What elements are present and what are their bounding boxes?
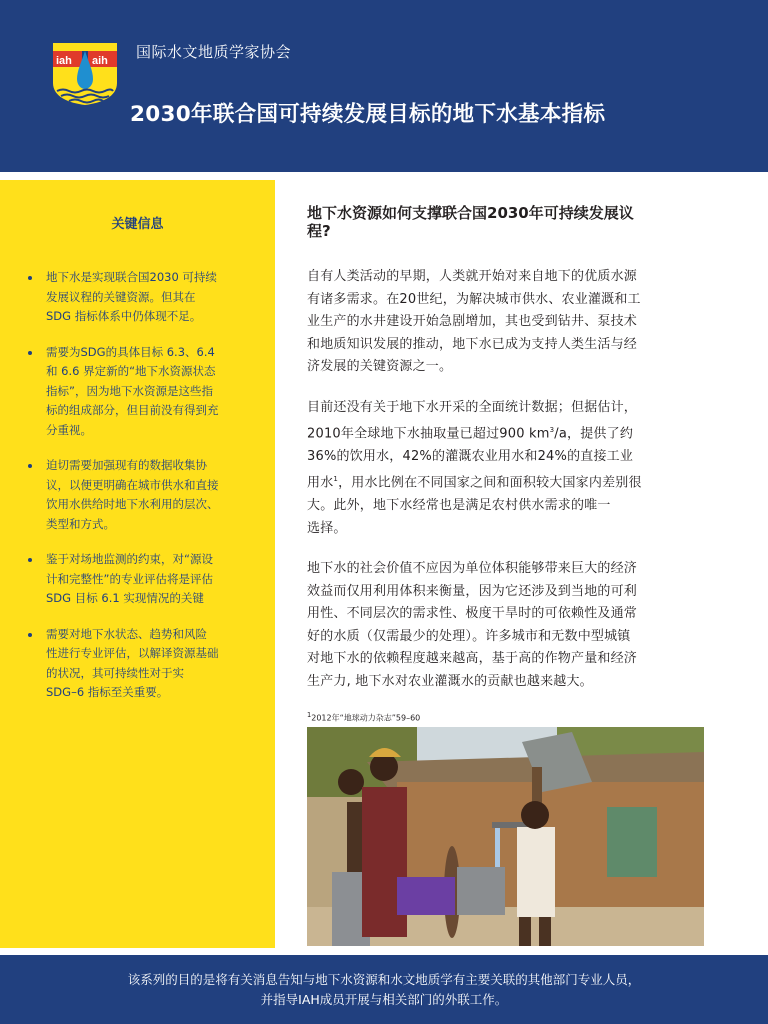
heading-line: 地下水资源如何支撑联合国2030年可持续发展议 xyxy=(307,204,634,222)
paragraph-line: 效益而仅用利用体积来衡量，因为它还涉及到当地的可利 xyxy=(307,583,638,599)
footnote-marker: 1 xyxy=(333,475,339,484)
paragraph-line: 业生产的水井建设开始急剧增加，其也受到钻井、泵技术 xyxy=(307,314,638,329)
paragraph-line: 大。此外，地下水经常也是满足农村供水需求的唯一 xyxy=(307,498,611,514)
list-item-line: 和 6.6 界定新的“地下水资源状态 xyxy=(46,364,216,378)
paragraph-1 xyxy=(307,266,703,379)
footer-banner xyxy=(0,955,768,1024)
list-item-line: 分重视。 xyxy=(46,422,92,437)
list-item-line: 标的组成部分，但目前没有得到充 xyxy=(46,403,219,417)
paragraph-line: 目前还没有关于地下水开采的全面统计数据；但据估计， xyxy=(307,399,638,415)
document-title: 2030年联合国可持续发展目标的地下水基本指标 xyxy=(130,102,606,127)
text-run: 2010年全球地下水抽取量已超过900 km xyxy=(307,426,550,442)
text-run: /a，提供了约 xyxy=(554,426,634,442)
list-item-line: 性进行专业评估，以解译资源基础 xyxy=(46,646,219,660)
paragraph-line: 用性、不同层次的需求性、极度干旱时的可依赖性及通常 xyxy=(307,606,638,622)
paragraph-line: 和地质知识发展的推动，地下水已成为支持人类生活与经 xyxy=(307,336,638,352)
list-item xyxy=(28,550,253,609)
header-banner xyxy=(0,0,768,172)
list-item-line: 地下水是实现联合国2030 可持续 xyxy=(46,270,217,284)
bullet-icon xyxy=(28,633,32,637)
bullet-icon xyxy=(28,276,32,280)
article-heading xyxy=(307,204,703,240)
footnote-number: 1 xyxy=(307,711,312,719)
paragraph-line: 对地下水的依赖程度越来越高，基于高的作物产量和经济 xyxy=(307,651,638,667)
list-item-line: 类型和方式。 xyxy=(46,516,115,531)
iah-logo xyxy=(53,43,117,105)
list-item-line: 鉴于对场地监测的约束，对“源设 xyxy=(46,552,213,566)
list-item-line: 指标”，因为地下水资源是这些指 xyxy=(46,383,213,398)
list-item-line: SDG–6 指标至关重要。 xyxy=(46,685,169,699)
list-item-line: 发展议程的关键资源。但其在 xyxy=(46,289,196,304)
list-item-line: 议，以便更明确在城市供水和直接 xyxy=(46,477,219,492)
bullet-icon xyxy=(28,464,32,468)
footnote xyxy=(307,711,420,724)
paragraph-line: 济发展的关键资源之一。 xyxy=(307,359,453,374)
list-item-line: 计和完整性”的专业评估将是评估 xyxy=(46,571,213,586)
list-item-line: 需要对地下水状态、趋势和风险 xyxy=(46,626,207,641)
footer-line-1: 该系列的目的是将有关消息告知与地下水资源和水文地质学有主要关联的其他部门专业人员， xyxy=(127,972,641,987)
list-item-line: 需要为SDG的具体目标 6.3、6.4 xyxy=(46,344,215,359)
paragraph-3 xyxy=(307,558,703,693)
list-item xyxy=(28,625,253,703)
text-run: 用水 xyxy=(307,475,334,491)
footer-line-2: 并指导IAH成员开展与相关部门的外联工作。 xyxy=(260,992,508,1007)
paragraph-2 xyxy=(307,397,703,541)
paragraph-line: 36%的饮用水，42%的灌溉农业用水和24%的直接工业 xyxy=(307,448,634,464)
paragraph-line: 有诸多需求。在20世纪，为解决城市供水、农业灌溉和工 xyxy=(307,291,641,307)
paragraph-line: 自有人类活动的早期，人类就开始对来自地下的优质水源 xyxy=(307,269,638,284)
list-item-line: 迫切需要加强现有的数据收集协 xyxy=(46,458,207,472)
key-messages-list xyxy=(28,268,253,719)
paragraph-line: 选择。 xyxy=(307,520,347,536)
paragraph-line: 生产力, 地下水对农业灌溉水的贡献也越来越大。 xyxy=(307,673,593,689)
key-messages-title: 关键信息 xyxy=(111,217,164,232)
paragraph-line: 地下水的社会价值不应因为单位体积能够带来巨大的经济 xyxy=(307,561,638,577)
footnote-text: 2012年“地球动力杂志”59–60 xyxy=(311,713,421,723)
list-item-line: SDG 目标 6.1 实现情况的关键 xyxy=(46,591,204,605)
list-item xyxy=(28,268,253,327)
logo-right-text: aih xyxy=(92,55,108,67)
text-run: ，用水比例在不同国家之间和面积较大国家内差别很 xyxy=(338,475,642,491)
list-item-line: 的状况，其可持续性对于实 xyxy=(46,665,184,680)
logo-left-text: iah xyxy=(56,55,72,67)
bullet-icon xyxy=(28,351,32,355)
paragraph-line xyxy=(307,468,703,495)
superscript: 3 xyxy=(549,426,555,434)
organization-name: 国际水文地质学家协会 xyxy=(136,43,292,61)
paragraph-line: 好的水质（仅需最少的处理）。许多城市和无数中型城镇 xyxy=(307,628,631,644)
list-item xyxy=(28,343,253,441)
village-water-pump-photo xyxy=(307,727,704,946)
bullet-icon xyxy=(28,558,32,562)
list-item-line: SDG 指标体系中仍体现不足。 xyxy=(46,309,202,323)
list-item xyxy=(28,456,253,534)
list-item-line: 饮用水供给时地下水利用的层次、 xyxy=(46,497,219,511)
heading-line: 程? xyxy=(307,222,331,240)
main-article xyxy=(307,204,703,711)
paragraph-line xyxy=(307,419,703,446)
